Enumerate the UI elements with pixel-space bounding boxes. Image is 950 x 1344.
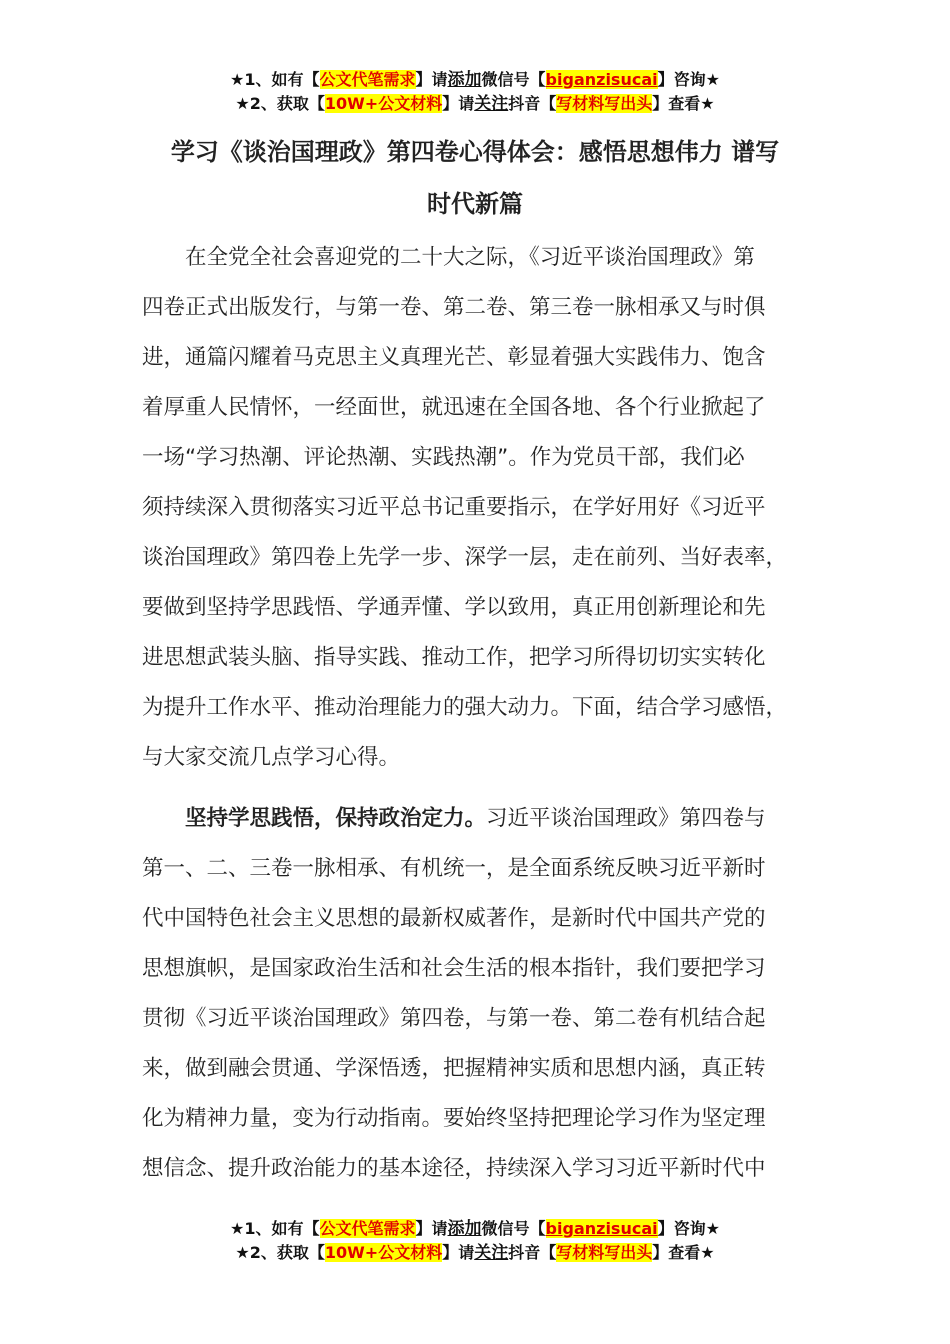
text-line: 思想旗帜，是国家政治生活和社会生活的根本指针，我们要把学习 (142, 956, 766, 981)
text-run: 习近平谈治国理政》第四卷与 (486, 806, 766, 831)
banner-text: ★1、如有【 (230, 1219, 320, 1238)
text-line: 着厚重人民情怀，一经面世，就迅速在全国各地、各个行业掀起了 (142, 395, 766, 420)
text-line: 化为精神力量，变为行动指南。要始终坚持把理论学习作为坚定理 (142, 1106, 766, 1131)
banner-line-1 (0, 68, 950, 92)
text-line: 进思想武装头脑、指导实践、推动工作，把学习所得切切实实转化 (142, 645, 766, 670)
text-line: 与大家交流几点学习心得。 (142, 745, 401, 770)
paragraph-section-1 (142, 794, 818, 1194)
banner-wechat-id: biganzisucai (545, 70, 658, 89)
banner-line-2 (0, 92, 950, 116)
banner-douyin-id: 写材料写出头 (556, 94, 653, 113)
text-line: 想信念、提升政治能力的基本途径，持续深入学习习近平新时代中 (142, 1156, 766, 1181)
text-line: 贯彻《习近平谈治国理政》第四卷，与第一卷、第二卷有机结合起 (142, 1006, 766, 1031)
banner-text: 】请 (415, 1219, 448, 1238)
banner-text: 】查看★ (652, 1243, 715, 1262)
banner-highlight: 10W+公文材料 (324, 94, 443, 113)
banner-text: 】咨询★ (657, 1219, 720, 1238)
banner-wechat-id: biganzisucai (545, 1219, 658, 1238)
text-line: 为提升工作水平、推动治理能力的强大动力。下面，结合学习感悟， (142, 695, 788, 720)
footer-banner (0, 1217, 950, 1265)
banner-douyin-id: 写材料写出头 (556, 1243, 653, 1262)
banner-text: 】咨询★ (657, 70, 720, 89)
document-title (142, 126, 808, 230)
text-line: 在全党全社会喜迎党的二十大之际，《习近平谈治国理政》第 (142, 245, 755, 270)
text-line: 谈治国理政》第四卷上先学一步、深学一层，走在前列、当好表率， (142, 545, 788, 570)
banner-text: ★1、如有【 (230, 70, 320, 89)
banner-text: 抖音【 (508, 1243, 557, 1262)
text-line: 一场“学习热潮、评论热潮、实践热潮”。作为党员干部，我们必 (142, 445, 745, 470)
text-line: 进，通篇闪耀着马克思主义真理光芒、彰显着强大实践伟力、饱含 (142, 345, 766, 370)
text-line: 来，做到融会贯通、学深悟透，把握精神实质和思想内涵，真正转 (142, 1056, 766, 1081)
banner-emphasis: 关注 (474, 1243, 509, 1263)
banner-highlight: 公文代笔需求 (319, 1219, 416, 1238)
banner-text: 】请 (442, 94, 475, 113)
text-line (142, 794, 818, 844)
paragraph-intro (142, 233, 818, 783)
banner-line-1 (0, 1217, 950, 1241)
section-heading: 坚持学思践悟，保持政治定力。 (142, 806, 487, 831)
banner-text: ★2、获取【 (235, 1243, 325, 1262)
banner-highlight: 公文代笔需求 (319, 70, 416, 89)
banner-emphasis: 添加 (447, 70, 482, 90)
title-line-2: 时代新篇 (427, 190, 523, 218)
banner-text: ★2、获取【 (235, 94, 325, 113)
text-line: 须持续深入贯彻落实习近平总书记重要指示，在学好用好《习近平 (142, 495, 766, 520)
banner-text: 微信号【 (481, 70, 546, 89)
banner-line-2 (0, 1241, 950, 1265)
text-line: 代中国特色社会主义思想的最新权威著作，是新时代中国共产党的 (142, 906, 766, 931)
banner-text: 微信号【 (481, 1219, 546, 1238)
header-banner (0, 68, 950, 116)
text-line: 要做到坚持学思践悟、学通弄懂、学以致用，真正用创新理论和先 (142, 595, 766, 620)
banner-text: 】请 (442, 1243, 475, 1262)
banner-highlight: 10W+公文材料 (324, 1243, 443, 1262)
banner-text: 】请 (415, 70, 448, 89)
text-line: 第一、二、三卷一脉相承、有机统一，是全面系统反映习近平新时 (142, 856, 766, 881)
title-line-1: 学习《谈治国理政》第四卷心得体会：感悟思想伟力 谱写 (170, 138, 780, 166)
banner-text: 抖音【 (508, 94, 557, 113)
text-line: 四卷正式出版发行，与第一卷、第二卷、第三卷一脉相承又与时俱 (142, 295, 766, 320)
banner-emphasis: 添加 (447, 1219, 482, 1239)
banner-text: 】查看★ (652, 94, 715, 113)
banner-emphasis: 关注 (474, 94, 509, 114)
